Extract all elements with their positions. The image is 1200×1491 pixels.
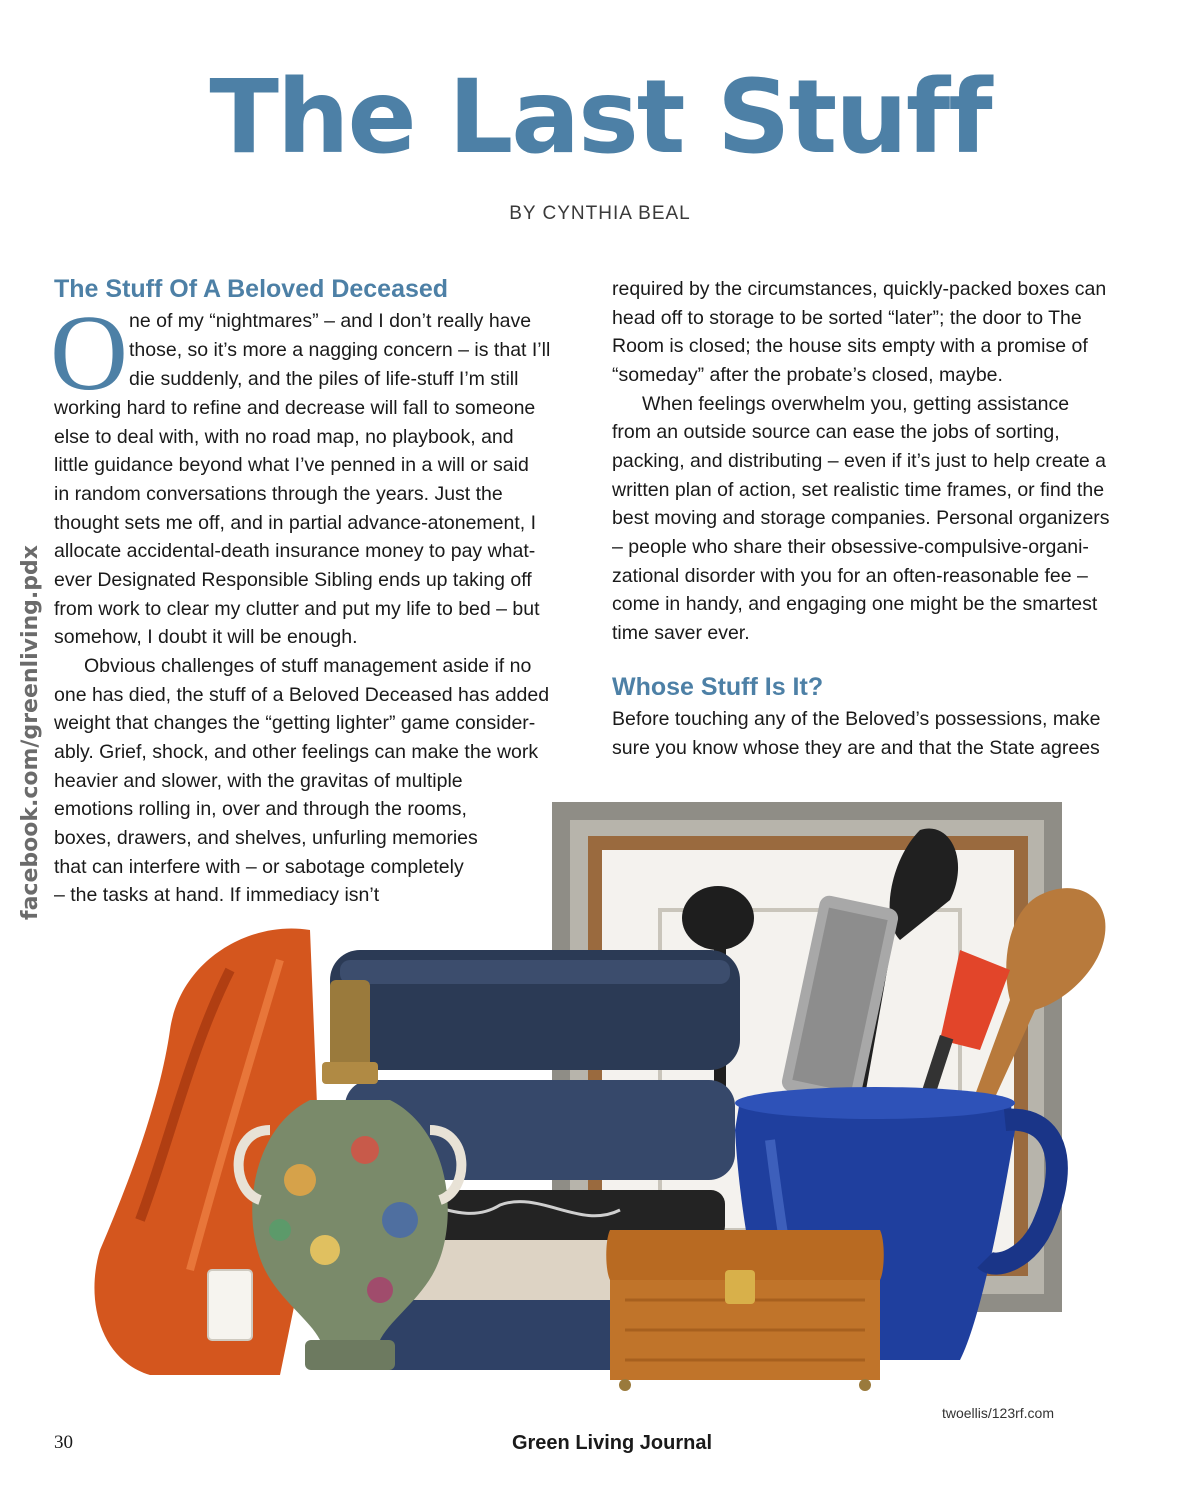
col2-line: zational disorder with you for an often-reasonable fee – bbox=[612, 565, 1088, 587]
col1-line: ably. Grief, shock, and other feelings can make the work bbox=[54, 741, 539, 763]
photo-credit: twoellis/123rf.com bbox=[941, 1405, 1054, 1421]
col1-line: one has died, the stuff of a Beloved Deceased has added bbox=[54, 684, 550, 706]
article-title: The Last Stuff bbox=[209, 58, 991, 177]
col2-line: best moving and storage companies. Personal organizers bbox=[612, 507, 1110, 529]
col1-line: somehow, I doubt it will be enough. bbox=[54, 626, 358, 648]
col1-line: ever Designated Responsible Sibling ends up taking off bbox=[54, 569, 532, 591]
section-heading-whose-stuff: Whose Stuff Is It? bbox=[612, 673, 824, 701]
facebook-url[interactable]: facebook.com/greenliving.pdx bbox=[18, 545, 43, 920]
col2-line: Room is closed; the house sits empty with a promise of bbox=[612, 335, 1088, 357]
wooden-box bbox=[606, 1230, 884, 1391]
col1-line: die suddenly, and the piles of life-stuff I’m still bbox=[129, 368, 519, 390]
col2-line: When feelings overwhelm you, getting assistance bbox=[642, 393, 1070, 415]
page-number: 30 bbox=[54, 1432, 73, 1453]
col1-line: – the tasks at hand. If immediacy isn’t bbox=[54, 884, 380, 906]
col2-line: head off to storage to be sorted “later”; the door to The bbox=[612, 307, 1082, 329]
col1-line: else to deal with, with no road map, no playbook, and bbox=[54, 426, 514, 448]
col1-line: that can interfere with – or sabotage completely bbox=[54, 856, 464, 878]
col1-line: in random conversations through the years. Just the bbox=[54, 483, 503, 505]
col2-line: Before touching any of the Beloved’s possessions, make bbox=[612, 708, 1101, 730]
col1-line: those, so it’s more a nagging concern – is that I’ll bbox=[129, 339, 551, 361]
col2-line: packing, and distributing – even if it’s just to help create a bbox=[612, 450, 1106, 472]
drop-cap: O bbox=[50, 294, 128, 413]
col1-line: emotions rolling in, over and through the rooms, bbox=[54, 798, 467, 820]
section-heading-beloved-deceased: The Stuff Of A Beloved Deceased bbox=[54, 275, 449, 303]
belongings-photo bbox=[80, 800, 1120, 1400]
col2-line: sure you know whose they are and that the State agrees bbox=[612, 737, 1100, 759]
col2-line: written plan of action, set realistic time frames, or find the bbox=[612, 479, 1105, 501]
col2-line: from an outside source can ease the jobs of sorting, bbox=[612, 421, 1060, 443]
col1-line: little guidance beyond what I’ve penned in a will or said bbox=[54, 454, 529, 476]
col2-line: required by the circumstances, quickly-packed boxes can bbox=[612, 278, 1107, 300]
col1-line: heavier and slower, with the gravitas of multiple bbox=[54, 770, 463, 792]
col2-line: “someday” after the probate’s closed, maybe. bbox=[612, 364, 1003, 386]
byline: BY CYNTHIA BEAL bbox=[509, 203, 691, 224]
col1-line: ne of my “nightmares” – and I don’t really have bbox=[129, 310, 532, 332]
col1-line: weight that changes the “getting lighter” game consider- bbox=[54, 712, 536, 734]
col2-line: time saver ever. bbox=[612, 622, 750, 644]
col1-line: allocate accidental-death insurance money to pay what- bbox=[54, 540, 536, 562]
col1-line: working hard to refine and decrease will fall to someone bbox=[54, 397, 536, 419]
col2-line: – people who share their obsessive-compulsive-organi- bbox=[612, 536, 1089, 558]
col1-line: thought sets me off, and in partial advance-atonement, I bbox=[54, 512, 537, 534]
journal-name: Green Living Journal bbox=[511, 1432, 713, 1454]
col2-line: come in handy, and engaging one might be the smartest bbox=[612, 593, 1098, 615]
col1-line: Obvious challenges of stuff management aside if no bbox=[84, 655, 532, 677]
col1-line: boxes, drawers, and shelves, unfurling memories bbox=[54, 827, 478, 849]
col1-line: from work to clear my clutter and put my life to bed – but bbox=[54, 598, 540, 620]
